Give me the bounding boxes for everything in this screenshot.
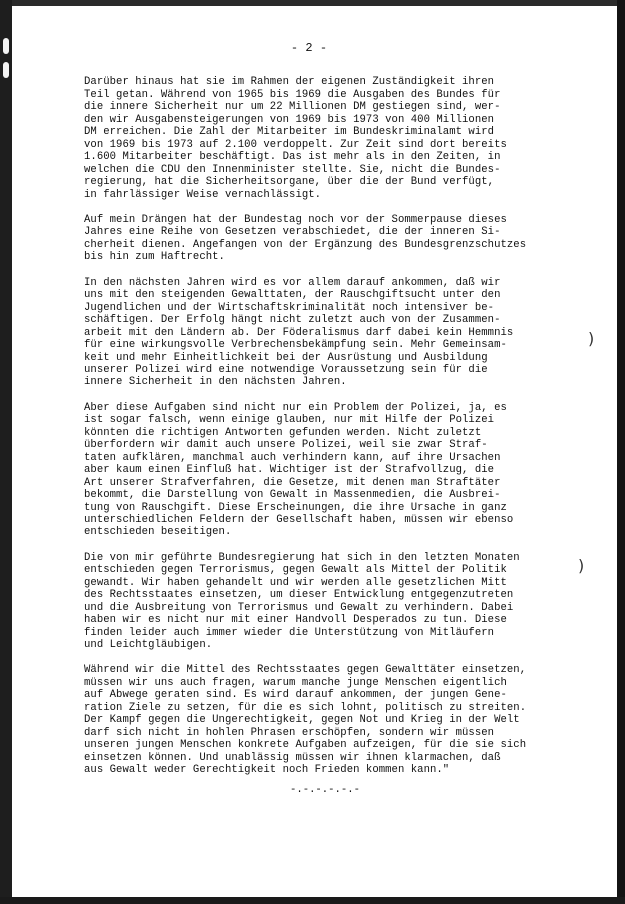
paragraph (84, 214, 604, 264)
scan-border-top (0, 0, 625, 6)
scan-border-left (0, 0, 12, 904)
text-line: Die von mir geführte Bundesregierung hat sich in den letzten Monaten (84, 551, 520, 564)
text-line: tung von Rauschgift. Diese Erscheinungen, die ihre Ursache in ganz (84, 501, 507, 514)
text-line: bekommt, die Darstellung von Gewalt in Massenmedien, die Ausbrei- (84, 489, 501, 502)
text-line: auf Abwege geraten sind. Es wird darauf ankommen, der jungen Gene- (84, 689, 507, 702)
paragraph (84, 664, 604, 776)
text-line: haben wir es nicht nur mit einer Handvoll Desperados zu tun. Diese (84, 614, 507, 627)
text-line: Art unserer Strafverfahren, die Gesetze, mit denen man Straftäter (84, 476, 501, 489)
text-line: könnten die richtigen Antworten gefunden werden. Nicht zuletzt (84, 426, 482, 439)
text-line: die innere Sicherheit nur um 22 Millionen DM gestiegen sind, wer- (84, 101, 501, 114)
text-line: Während wir die Mittel des Rechtsstaates gegen Gewalttäter einsetzen, (84, 664, 527, 677)
text-line: und die Ausbreitung von Terrorismus und Gewalt zu verhindern. Dabei (84, 601, 514, 614)
text-line: welchen die CDU den Innenminister stellte. Sie, nicht die Bundes- (84, 163, 501, 176)
text-line: ist sogar falsch, wenn einige glauben, nur mit Hilfe der Polizei (84, 414, 495, 427)
text-line: Der Kampf gegen die Ungerechtigkeit, gegen Not und Krieg in der Welt (84, 714, 520, 727)
text-line: 1.600 Mitarbeiter beschäftigt. Das ist mehr als in den Zeiten, in (84, 151, 501, 164)
text-line: den wir Ausgabensteigerungen von 1969 bis 1973 von 400 Millionen (84, 113, 495, 126)
text-line: cherheit dienen. Angefangen von der Ergänzung des Bundesgrenzschutzes (84, 238, 527, 251)
text-line: Auf mein Drängen hat der Bundestag noch vor der Sommerpause dieses (84, 213, 507, 226)
text-line: überfordern wir damit auch unsere Polizei, weil sie zwar Straf- (84, 439, 488, 452)
text-line: Jahres eine Reihe von Gesetzen verabschiedet, die der inneren Si- (84, 226, 501, 239)
text-line: einsetzen können. Und unablässig müssen wir ihnen klarmachen, daß (84, 751, 501, 764)
text-line: unserer Polizei wird eine notwendige Voraussetzung sein für die (84, 363, 488, 376)
text-line: des Rechtsstaates einsetzen, um dieser Entwicklung entgegenzutreten (84, 589, 514, 602)
text-line: uns mit den steigenden Gewalttaten, der Rauschgiftsucht unter den (84, 289, 501, 302)
text-line: und Leichtgläubigen. (84, 639, 213, 652)
punch-hole (3, 62, 9, 78)
text-line: Aber diese Aufgaben sind nicht nur ein Problem der Polizei, ja, es (84, 401, 507, 414)
text-line: darf sich nicht in hohlen Phrasen erschöpfen, sondern wir müssen (84, 726, 495, 739)
document-page (84, 42, 604, 790)
margin-pencil-mark: ) (588, 329, 595, 348)
page-number: - 2 - (290, 41, 328, 55)
text-line: DM erreichen. Die Zahl der Mitarbeiter im Bundeskriminalamt wird (84, 126, 495, 139)
text-line: von 1969 bis 1973 auf 2.100 verdoppelt. Zur Zeit sind dort bereits (84, 138, 507, 151)
text-line: arbeit mit den Ländern ab. Der Föderalismus darf dabei kein Hemmnis (84, 326, 514, 339)
scan-border-right (617, 0, 625, 904)
paragraph (84, 277, 604, 389)
paragraph (84, 76, 604, 201)
text-line: für eine wirkungsvolle Verbrechensbekämpfung sein. Mehr Gemeinsam- (84, 339, 507, 352)
paragraph (84, 552, 604, 652)
text-line: Darüber hinaus hat sie im Rahmen der eigenen Zuständigkeit ihren (84, 76, 495, 89)
text-line: gewandt. Wir haben gehandelt und wir werden alle gesetzlichen Mitt (84, 576, 507, 589)
text-line: schäftigen. Der Erfolg hängt nicht zuletzt auch von der Zusammen- (84, 314, 501, 327)
text-line: unterschiedlichen Feldern der Gesellschaft haben, müssen wir ebenso (84, 513, 514, 526)
text-line: unseren jungen Menschen konkrete Aufgaben aufzeigen, für die sie sich (84, 739, 527, 752)
document-body (84, 76, 604, 776)
text-line: entschieden beseitigen. (84, 526, 232, 539)
text-line: Jugendlichen und der Wirtschaftskriminalität noch intensiver be- (84, 301, 495, 314)
text-line: müssen wir uns auch fragen, warum manche junge Menschen eigentlich (84, 676, 507, 689)
punch-hole (3, 38, 9, 54)
margin-pencil-mark: ) (578, 556, 585, 575)
closing-mark: -.-.-.-.-.- (290, 784, 360, 796)
text-line: regierung, hat die Sicherheitsorgane, über die der Bund verfügt, (84, 176, 495, 189)
scan-border-bottom (0, 897, 625, 904)
text-line: entschieden gegen Terrorismus, gegen Gewalt als Mittel der Politik (84, 564, 507, 577)
text-line: In den nächsten Jahren wird es vor allem darauf ankommen, daß wir (84, 276, 501, 289)
text-line: Teil getan. Während von 1965 bis 1969 die Ausgaben des Bundes für (84, 88, 501, 101)
text-line: ration Ziele zu setzen, für die es sich lohnt, politisch zu streiten. (84, 701, 527, 714)
text-line: aber kaum einen Einfluß hat. Wichtiger ist der Strafvollzug, die (84, 464, 495, 477)
text-line: keit und mehr Einheitlichkeit bei der Ausrüstung und Ausbildung (84, 351, 488, 364)
text-line: taten aufklären, manchmal auch verhindern kann, auf ihre Ursachen (84, 451, 501, 464)
text-line: bis hin zum Haftrecht. (84, 251, 225, 264)
text-line: finden leider auch immer wieder die Unterstützung von Mitläufern (84, 626, 495, 639)
text-line: aus Gewalt weder Gerechtigkeit noch Frieden kommen kann." (84, 764, 450, 777)
text-line: in fahrlässiger Weise vernachlässigt. (84, 188, 322, 201)
paragraph (84, 402, 604, 539)
text-line: innere Sicherheit in den nächsten Jahren. (84, 376, 347, 389)
